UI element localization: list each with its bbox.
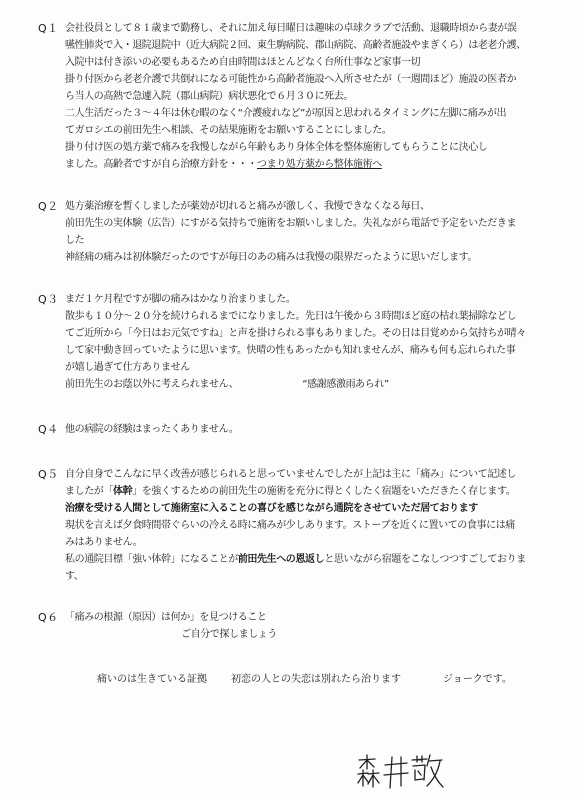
- answer-line: す、: [65, 571, 84, 582]
- answer-line: ましたが「体幹」を強くするための前田先生の施術を充分に得とくしたく宿題をいただきたく存じます。: [65, 486, 516, 497]
- answer-line: 現状を言えば夕食時間帯ぐらいの冷える時に痛みが少しあります。ストーブを近くに置いての食事には痛: [65, 520, 515, 531]
- answer-line: 前田先生のお蔭以外に考えられません、 “感謝感激雨あられ”: [65, 379, 389, 390]
- answer-text: [65, 609, 565, 643]
- answer-line: 治療を受ける人間として施術室に入ることの喜びを感じながら通院をさせていただ居ております: [65, 503, 478, 514]
- answer-line: ました。高齢者ですが自ら治療方針を・・・つまり処方薬から整体施術へ: [65, 159, 382, 170]
- answer-line: 神経痛の痛みは初体験だったのですが毎日のあの痛みは我慢の限界だったように思いだします。: [65, 252, 477, 263]
- answer-line: して家中動き回っていたように思います。快晴の性もあったかも知れませんが、痛みも何も忘れられた事: [65, 345, 516, 356]
- answer-text: [65, 421, 565, 438]
- answer-line: 「痛みの根源（原因）は何か」を見つけること: [65, 612, 267, 623]
- answer-line: まだ１ケ月程ですが脚の痛みはかなり治まりました。: [65, 294, 296, 305]
- answer-line: 私の通院目標「強い体幹」になることが前田先生への恩返しと思いながら宿題をこなしつつすごしておりま: [65, 554, 526, 565]
- closing-remark-3: ジョークです。: [443, 674, 512, 685]
- bold-phrase: 前田先生への恩返し: [237, 554, 325, 565]
- answer-line: 二人生活だった３～４年は休む暇のなく“介護疲れなど”が原因と思われるタイミングに左脚に痛みが出: [65, 108, 507, 119]
- answer-line: 掛り付医から老老介護で共倒れになる可能性から高齢者施設へ入所させたが（一週間ほど）施設の医者か: [65, 74, 517, 85]
- answer-line: ご自分で探しましょう: [181, 629, 277, 640]
- answer-line: 入院中は付き添いの必要もあるため自由時間はほとんどなく台所仕事など家事一切: [65, 57, 421, 68]
- answer-text: [65, 20, 565, 173]
- answer-line: 他の病院の経験はまったくありません。: [65, 424, 239, 435]
- answer-line: した: [65, 235, 85, 246]
- closing-remark-1: 痛いのは生きている証拠: [97, 674, 207, 685]
- answer-line: 散歩も１０分～２０分を続けられるまでになりました。先日は午後から３時間ほど庭の枯れ葉掃除などし: [65, 311, 517, 322]
- question-label: Q１: [38, 22, 59, 35]
- question-label: Q６: [38, 611, 59, 624]
- answer-line: ら当人の高熱で急遽入院（郡山病院）病状悪化で６月３０に死去。: [65, 91, 353, 102]
- question-label: Q４: [38, 423, 59, 436]
- answer-line: 嚥性肺炎で入・退院退院中（近大病院２回、東生駒病院、郡山病院、高齢者施設やまぎくら）は老老介護、: [65, 40, 526, 51]
- answer-line: 処方薬治療を暫くしましたが薬効が切れると痛みが激しく、我慢できなくなる毎日、: [65, 201, 430, 212]
- answer-text: [65, 291, 565, 393]
- answer-line: てご近所から「今日はお元気ですね」と声を掛けられる事もありました。その日は目覚めから気持ちが晴々: [65, 328, 526, 339]
- answer-line: 前田先生の実体験（広告）にすがる気持ちで施術をお願いしました。失礼ながら電話で予定をいただきま: [65, 218, 517, 229]
- question-label: Q３: [38, 293, 59, 306]
- underlined-phrase: つまり処方薬から整体施術へ: [257, 159, 382, 170]
- answer-line: 自分自身でこんなに早く改善が感じられると思っていませんでしたが上記は主に「痛み」について記述し: [65, 469, 516, 480]
- answer-text: [65, 198, 565, 266]
- quoted-phrase: “感謝感激雨あられ”: [302, 379, 389, 390]
- answer-line: 会社役員として８１歳まで勤務し、それに加え毎日曜日は趣味の卓球クラブで活動、退職時頃から妻が誤: [65, 23, 517, 34]
- answer-line: が嬉し過ぎて仕方ありません: [65, 362, 190, 373]
- answer-line: てガロシエの前田先生へ相談、その結果施術をお願いすることにしました。: [65, 125, 392, 136]
- answer-line: 掛り付け医の処方薬で痛みを我慢しながら年齢もあり身体全体を整体施術してもらうことに決心し: [65, 142, 488, 153]
- bold-phrase: 体幹: [113, 486, 133, 497]
- handwritten-signature: [355, 752, 445, 792]
- closing-remark-2: 初恋の人との失恋は別れたら治ります: [231, 674, 401, 685]
- question-label: Q５: [38, 468, 59, 481]
- question-label: Q２: [38, 200, 59, 213]
- answer-line: みはありません。: [65, 537, 143, 548]
- answer-text: [65, 466, 565, 585]
